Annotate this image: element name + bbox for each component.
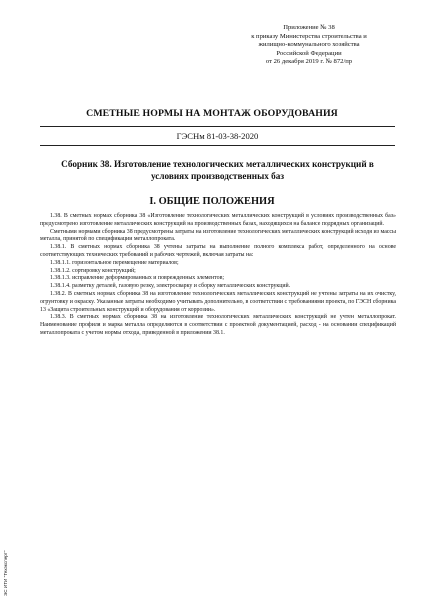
paragraph: 1.38. В сметных нормах сборника 38 «Изготовление технологических металлических конструкций в условиях производственных баз» предусмотрено изготовление металлических конструкций на производственных базах, находящихся на балансе подрядных организаций. bbox=[40, 213, 396, 227]
collection-title-line: условиях производственных баз bbox=[150, 171, 285, 181]
appendix-line: от 26 декабря 2019 г. № 872/пр bbox=[265, 58, 353, 66]
source-watermark: ЭС ИТИ "Техэксперт" bbox=[3, 550, 8, 596]
appendix-line: к приказу Министерства строительства и bbox=[251, 32, 367, 40]
section-title: I. ОБЩИЕ ПОЛОЖЕНИЯ bbox=[149, 196, 275, 207]
list-item: 1.38.1.1. горизонтальное перемещение материалов; bbox=[50, 259, 179, 266]
collection-title-line: Сборник 38. Изготовление технологических металлических конструкций в bbox=[61, 159, 374, 169]
list-item: 1.38.1.2. сортировку конструкций; bbox=[50, 267, 136, 274]
paragraph: 1.38.1. В сметных нормах сборника 38 учтены затраты на выполнение полного комплекса работ, определенного на основе соответствующих технических требований и рабочих чертежей, включая затраты на: bbox=[40, 244, 396, 258]
list-item: 1.38.1.3. исправление деформированных и поврежденных элементов; bbox=[50, 275, 225, 282]
collection-title bbox=[40, 158, 395, 182]
paragraph: Сметными нормами сборника 38 предусмотрены затраты на изготовление технологических металлических конструкций исходя из массы металла, принятой по спецификации металлопроката. bbox=[40, 228, 396, 243]
document-code: ГЭСНм 81-03-38-2020 bbox=[40, 126, 395, 146]
appendix-header bbox=[229, 24, 389, 67]
document-title: СМЕТНЫЕ НОРМЫ НА МОНТАЖ ОБОРУДОВАНИЯ bbox=[86, 108, 338, 119]
paragraph: 1.38.3. В сметных нормах сборника 38 на изготовление технологических металлических конструкций не учтен металлопрокат. Наименование профиля и марка металла определяются в соответствии с проектной документацией, расход - на основании спецификаций металлопроката с учетом нормы отхода, приведенной в приложении 38.1. bbox=[40, 314, 396, 336]
appendix-line: Приложение № 38 bbox=[283, 24, 335, 31]
body-text bbox=[40, 213, 396, 338]
appendix-line: Российской Федерации bbox=[276, 49, 342, 57]
appendix-line: жилищно-коммунального хозяйства bbox=[258, 41, 360, 49]
paragraph: 1.38.2. В сметных нормах сборника 38 на изготовление технологических металлических конструкций не учтены затраты на их очистку, огрунтовку и окраску. Указанные затраты необходимо учитывать дополнительно, в соответствии с требованиями проекта, по ГЭСН сборника 13 «Защита строительных конструкций и оборудования от коррозии». bbox=[40, 290, 396, 313]
list-item: 1.38.1.4. разметку деталей, газовую резку, электросварку и сборку металлических конструкций. bbox=[50, 283, 291, 290]
